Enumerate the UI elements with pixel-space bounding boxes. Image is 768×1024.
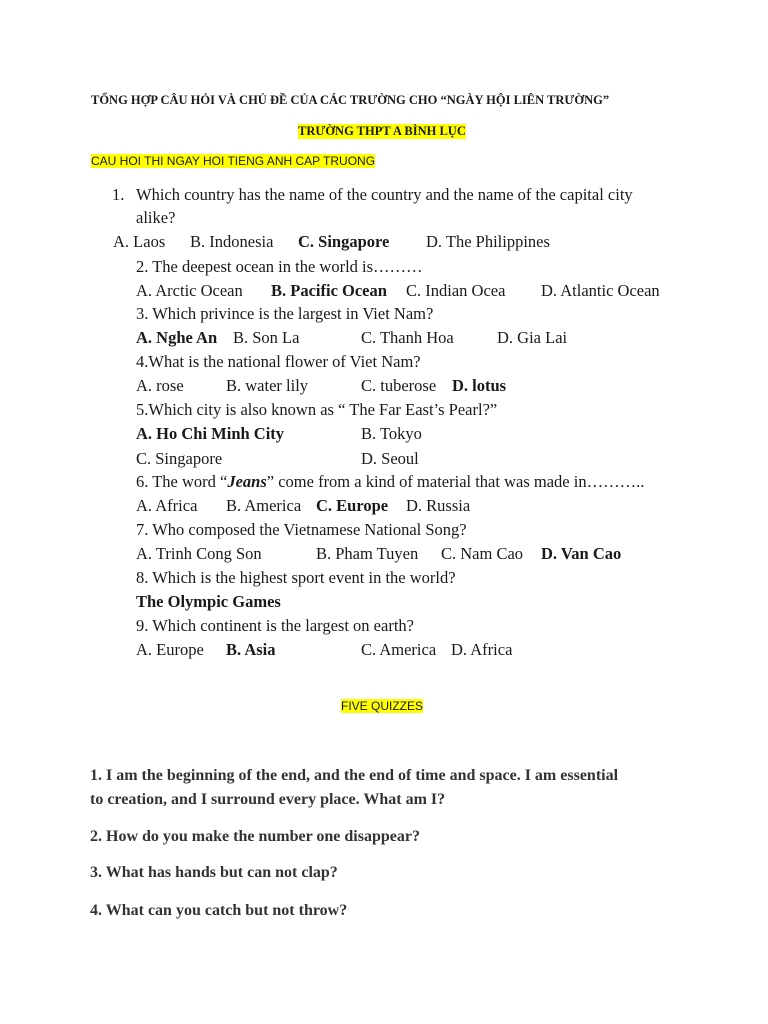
q4-option-c: C. tuberose [361, 376, 437, 395]
q3-option-d: D. Gia Lai [497, 328, 568, 347]
q4-text: 4.What is the national flower of Viet Nam? [136, 352, 421, 371]
q4-option-a: A. rose [136, 376, 184, 395]
q2-option-c: C. Indian Ocea [406, 281, 506, 300]
q6-text-word: Jeans [227, 472, 267, 491]
document-title: TỔNG HỢP CÂU HỎI VÀ CHỦ ĐỀ CỦA CÁC TRƯỜNG CHO “NGÀY HỘI LIÊN TRƯỜNG” [91, 93, 610, 107]
q3-option-c: C. Thanh Hoa [361, 328, 454, 347]
q3-option-a-correct: A. Nghe An [136, 328, 218, 347]
fq3: 3. What has hands but can not clap? [90, 864, 338, 881]
q2-text: 2. The deepest ocean in the world is……… [136, 257, 423, 276]
fq1-line1: 1. I am the beginning of the end, and the end of time and space. I am essential [90, 767, 619, 784]
q9-option-d: D. Africa [451, 640, 513, 659]
q9-text: 9. Which continent is the largest on earth? [136, 616, 414, 635]
q7-option-d-correct: D. Van Cao [541, 544, 622, 563]
q1-option-c-correct: C. Singapore [298, 232, 390, 251]
q6-option-b: B. America [226, 496, 302, 515]
q1-number: 1. [112, 185, 125, 204]
q1-text-line2: alike? [136, 208, 176, 227]
q1-option-d: D. The Philippines [426, 232, 550, 251]
q7-text: 7. Who composed the Vietnamese National Song? [136, 520, 467, 539]
q1-option-b: B. Indonesia [190, 232, 274, 251]
q5-option-b: B. Tokyo [361, 424, 422, 443]
q6-text-before: 6. The word “ [136, 472, 228, 491]
q6-option-a: A. Africa [136, 496, 198, 515]
q2-option-a: A. Arctic Ocean [136, 281, 243, 300]
q3-text: 3. Which privince is the largest in Viet Nam? [136, 304, 434, 323]
q9-option-c: C. America [361, 640, 437, 659]
q9-option-b-correct: B. Asia [226, 640, 276, 659]
q8-answer: The Olympic Games [136, 592, 281, 611]
q1-text-line1: Which country has the name of the country and the name of the capital city [136, 185, 633, 204]
q5-option-a-correct: A. Ho Chi Minh City [136, 424, 285, 443]
fq1-line2: to creation, and I surround every place. What am I? [90, 791, 446, 808]
q1-option-a: A. Laos [113, 232, 166, 251]
q7-option-c: C. Nam Cao [441, 544, 524, 563]
q5-text: 5.Which city is also known as “ The Far East’s Pearl?” [136, 400, 498, 419]
q7-option-b: B. Pham Tuyen [316, 544, 419, 563]
fq4: 4. What can you catch but not throw? [90, 902, 348, 919]
q6-option-c-correct: C. Europe [316, 496, 389, 515]
q2-option-b-correct: B. Pacific Ocean [271, 281, 387, 300]
q4-option-b: B. water lily [226, 376, 309, 395]
q6-text-after: ” come from a kind of material that was made in……….. [266, 472, 645, 491]
school-name: TRƯỜNG THPT A BÌNH LỤC [298, 124, 466, 138]
q9-option-a: A. Europe [136, 640, 204, 659]
q4-option-d-correct: D. lotus [452, 376, 507, 395]
q8-text: 8. Which is the highest sport event in the world? [136, 568, 456, 587]
fq2: 2. How do you make the number one disappear? [90, 828, 420, 845]
five-quizzes-heading: FIVE QUIZZES [341, 699, 424, 713]
q2-option-d: D. Atlantic Ocean [541, 281, 660, 300]
q5-option-c: C. Singapore [136, 449, 223, 468]
q6-text [136, 472, 644, 492]
q3-option-b: B. Son La [233, 328, 300, 347]
section-subtitle: CAU HOI THI NGAY HOI TIENG ANH CAP TRUONG [91, 154, 376, 168]
q6-option-d: D. Russia [406, 496, 471, 515]
q5-option-d: D. Seoul [361, 449, 419, 468]
q7-option-a: A. Trinh Cong Son [136, 544, 262, 563]
